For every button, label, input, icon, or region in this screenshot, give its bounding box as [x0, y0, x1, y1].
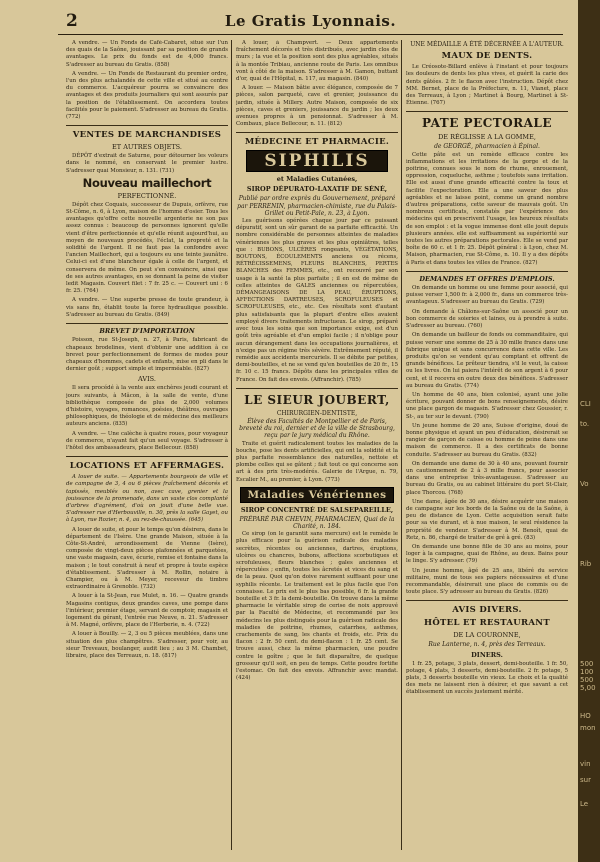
edge-fragment: mon — [580, 724, 596, 732]
section-subheading: ET AUTRES OBJETS. — [112, 143, 182, 152]
divider — [66, 125, 228, 126]
classified-ad: 1 fr. 25, potage, 3 plats, dessert, demi-bouteille. 1 fr. 50, potage, 4 plats, 3 desserts, demi-bouteille. 2 fr. potage, 5 plats, 3 desserts bouteille vin vieux. Le choix et la qualité des mets ne laissent rien à désirer, et que savant a cet établissement un succès justement mérité. — [406, 660, 568, 696]
ad-heading: PATE PECTORALE — [421, 116, 553, 131]
section-heading: MÉDECINE ET PHARMACIE. — [244, 137, 390, 148]
classified-ad: A louer de suite. — Appartements bourgeois de ville et de campagne de 3, 4 ou 6 pièces fraîchement décorés et tapissés, meublés ou non, avec cave, grenier et la jouissance de la promenade, dans un vaste clos complanté d'arbres d'agrément, d'où on jouit d'une belle vue. S'adresser rue d'Herbouville, n. 30, près la salle Gayet, ou à Lyon, rue Rozier, n. 4, au rez-de-chaussée. (645) — [66, 474, 228, 524]
classified-ad: A louer à Bouilly. — 2, 3 ou 5 pièces meublées, dans une situation des plus champêtres. S'adresser, pour voir, au sieur Treveaux, boulanger, audit lieu ; au 3 M. Chambet, libraire, place des Terreaux, n. 18. (817) — [66, 631, 228, 660]
ad-subheading: PERFECTIONNÉ. — [117, 191, 177, 200]
edge-fragment: CLI — [580, 400, 591, 408]
classified-ad: Traite et guérit radicalement toutes les maladies de la bouche, pose les dents artificielles, qui ont la solidité et la plus parfaite ressemblance des naturelles, nettoie et plombe celles qui se gâtent ; fait tout ce qui concerne son art à des prix très-modérés. Galerie de l'Argue, n. 79, Escalier M., au premier, à Lyon. (773) — [236, 440, 398, 483]
ad-heading: SIROP DÉPURATO-LAXATIF DE SÉNÉ, — [246, 185, 388, 194]
classified-ad: Un jeune homme, âgé de 25 ans, libéré du service militaire, muni de tous ses papiers nécessaires et d'une recommandable, désirerait une place de commis ou de toute place. S'y adresser au bureau du Gratis. (826) — [406, 567, 568, 596]
classified-ad: A vendre. — Une calèche à quatre roues, pour voyageur de commerce, n'ayant fait qu'un seul voyage. S'adresser à l'hôtel des ambassadeurs, place Bellecour. (858) — [66, 430, 228, 451]
edge-fragment: 100 — [580, 668, 594, 676]
edge-fragment: sur — [580, 776, 591, 784]
edge-fragment: 500 — [580, 676, 594, 684]
column-1 — [66, 40, 228, 850]
page-number: 2 — [66, 11, 78, 31]
classified-ad: Cette pâte est un remède efficace contre les inflammations et les irritations de la gorge et de la poitrine, connues sous le nom de rhume, enrouement, oppression, coqueluche, asthme ; toutefois sans irritation. Elle est aussi d'une grande efficacité contre la toux et facilite l'expectoration. Elle a une saveur des plus agréables et ne laisse point, comme un grand nombre d'autres préparations, cette saveur de mauvais goût. Un nombreux certificats, constatés par l'expérience des médecins qui en prescrivent l'usage, les heureux résultats de son emploi : et la vogue immense dont elle jouit depuis plusieurs années. elle est suffisamment sa supériorité sur toutes les autres préparations pectorales. Elle se vend par boîte de 60 c. et 1 fr. 25. Dépôt général : à Lyon, chez M. Maison, pharmacien, rue St-Côme, n. 10. Il y a des dépôts à Paris et dans toutes les villes de France. (827) — [406, 151, 568, 266]
classified-ad: Il sera procédé à la vente aux enchères jeudi courant et jours suivants, à Mâcon, à la salle de vente, d'une bibliothèque composée de plus de 2,000 volumes d'histoire, voyages, romances, poésies, théâtres, ouvrages philosophiques, de théologie et de médecine des meilleurs auteurs anciens. (835) — [66, 385, 228, 428]
ad-heading: MAUX DE DENTS. — [441, 51, 533, 62]
ad-subheading: Élève des Facultés de Montpellier et de Paris, breveté du roi, dernier et de la ville de Strasbourg, reçu par le jury médical du Rhône. — [239, 417, 395, 440]
divider — [236, 132, 398, 133]
edge-fragment: HO — [580, 712, 591, 720]
section-heading: BREVET D'IMPORTATION — [99, 327, 195, 336]
ad-heading: SIROP CONCENTRÉ DE SALSEPAREILLE, — [240, 505, 394, 514]
classified-ad: Un jeune homme de 20 ans, Suisse d'origine, doué de bonne physique et ayant un peu d'éducation, désirerait se rangier de garçon de caisse ou homme de peine dans une maison de commerce. Il a des certificats de bonne conduite. S'adresser au bureau du Gratis. (832) — [406, 422, 568, 458]
ad-subheading: CHIRURGIEN-DENTISTE, — [276, 409, 358, 417]
adjacent-page-edge — [578, 0, 600, 862]
classified-ad: Une dame, âgée de 30 ans, désire acquérir une maison de campagne sur les bords de la Saône ou de la Saône, à peu de distance de Lyon. Cette acquisition serait faite pour sa vie durant, et à nue maison, le seul résidence la propriété de vendeur. S'adresser à M. Benoît, quai de Retz, n. 86, chargé de traiter de gré à gré. (83) — [406, 498, 568, 541]
classified-ad: A vendre. — Une superbe presse de toute grandeur, à vis sans fin, établit toute la force hydraulique possible. S'adresser au bureau du Gratis. (849) — [66, 297, 228, 318]
section-heading: AVIS DIVERS. — [452, 605, 522, 616]
ad-subheading: Publié par ordre exprès du Gouvernement, préparé par PERRENIN, pharmacien-chimiste, rue du Palais-Grillet ou Petit-Pale, n. 23, à Lyon. — [237, 195, 397, 217]
maladies-banner: Maladies Vénériennes — [240, 487, 394, 503]
ad-subheading: PRÉPARÉ PAR CHEVIN, PHARMACIEN, Quai de la Charité, n. 184. — [239, 515, 395, 530]
edge-fragment: Vo — [580, 480, 589, 488]
section-heading: LOCATIONS ET AFFERMAGES. — [69, 461, 225, 472]
edge-fragment: vin — [580, 760, 591, 768]
edge-fragment: 500 — [580, 660, 594, 668]
classified-ad: On demande un bailleur de fonds ou commanditaire, qui puisse verser une somme de 25 à 30 mille francs dans une fabrique unique et sans concurrence dans cette ville. Les produits qu'on se vendent qu'au comptant et offrent de grands bénéfices. Le prêteur tiendra, s'il le veut, la caisse ou les livres. On lui paiera l'intérêt de son argent à 6 pour cent, et il recevra en outre deux des bénéfices. S'adresser au bureau du Gratis. (774) — [406, 332, 568, 389]
edge-fragment: to. — [580, 420, 590, 428]
classified-ad: DÉPÔT d'extrait de Saturne, pour détourner les voleurs dans le nommé, en conservant le premier lustre. S'adresser quai Monsieur, n. 131. (731) — [66, 153, 228, 174]
ad-subheading: DE LA COURONNE, — [453, 631, 521, 640]
column-rule — [401, 40, 402, 850]
classified-ad: On demande une dame de 30 à 40 ans, pouvant fournir un cautionnement de 2 à 3 mille francs, pour associer dans une entreprise très-avantageuse. S'adresser au bureau du Gratis, ou au cabinet littéraire du port St-Clair, place Thorcou. (768) — [406, 460, 568, 496]
banner-subtitle: et Maladies Cutanées, — [276, 175, 358, 184]
classified-ad: A louer. — Maison bâtie avec élégance, composée de 7 pièces, salon parqueté, cave et grenier, jouissance du jardin, située à Millery. Autre Maison, composée de six pièces, caves et greniers, jouissance du jardin ; les deux avenues propres à un pensionnat. S'adresser à M. Combaux, place Bellecour, n. 11. (812) — [236, 85, 398, 128]
divider — [406, 111, 568, 112]
ad-heading: LE SIEUR JOUBERT, — [244, 392, 390, 407]
divider — [66, 456, 228, 457]
classified-ad: Poisson, rue St-Joseph, n. 27, à Paris, fabricant de chapeaux brodelines, vient d'obtenir une addition à ce brevet pour perfectionnement de formes de modes pour chapeaux d'hommes, cadets et enfants, mise en pli dans le dernier goût ; support simple et imperméable. (827) — [66, 337, 228, 373]
classified-ad: Ce sirop (on le garantit sans mercure) est le remède le plus efficace pour la guérison radicale des maladies secrètes, récentes ou anciennes, dartres, éruptions, ulcères ou chancres, bubons, affections scorbutiques et scrofuleuses, fleurs blanches ; gales anciennes et répercutées ; enfin, toutes les âcretés et vices du sang et de la peau. Quoi qu'on doive rarement suffisant pour une syphilis récente. Le traitement est le plus facile que l'on connaisse. Le prix est le plus bas possible, 6 fr. la grande bouteille et 3 fr. la demi-bouteille. On trouve dans la même pharmacie le véritable sirop de cerise de noix approuvé par la Faculté de Médecine, et recommandé par les médecins les plus distingués pour la guérison radicale des maladies de poitrine, rhumes, catarrhes, asthmes, crachements de sang, les chants et froids, etc. Prix du flacon : 2 fr. 50 cent. du demi-flacon : 1 fr. 25 cent. Se trouve aussi, chez la même pharmacien, une poudre contre le goître ; que le fait disparaître, de quelque grosseur qu'il soit, en peu de temps. Cette poudre fortifie l'estomac. On fait des envois. Affranchir avec mandat. (424) — [236, 531, 398, 682]
classified-ad: Le Créosote-Billard enlève à l'instant et pour toujours les douleurs de dents les plus vives, et guérit la carie des dents gâtées. 2 fr. le flacon avec l'instruction. Dépôt chez MM. Bernet, place de la Préfecture, n. 11, Vianet, place des Terreaux, à Lyon ; Martinet à Bourg, Martinet à St-Étienne. (767) — [406, 64, 568, 107]
edge-fragment: Le — [580, 800, 589, 808]
edge-fragment: 5,00 — [580, 684, 596, 692]
edge-fragment: Rib — [580, 560, 592, 568]
section-heading: AVIS. — [138, 375, 156, 384]
classified-ad: A vendre. — Un Fonds de Restaurant du premier ordre, l'un des plus achalandés de cette ville et situé au centre du commerce. L'acquéreur pourra se convaincre des avantages et des produits journaliers qui sont assurés par la position de l'établissement. On accordera toutes facilités pour le paiement. S'adresser au bureau du Gratis. (772) — [66, 70, 228, 121]
newspaper-title: Le Gratis Lyonnais. — [224, 12, 397, 30]
column-3 — [406, 40, 568, 850]
section-heading: VENTES DE MARCHANDISES — [72, 130, 222, 141]
classified-ad: A louer de suite, et pour le temps qu'on désirera, dans le département de l'Isère. Une grande Maison, située à la Côte-St-André, arrondissement de Vienne (Isère), composée de vingt-deux pièces plafonnées et parquetées, une vaste magasin, cave, écurie, remise et fontaine dans la maison ; le tout construit à neuf et propre à toute espèce d'établissement. S'adresser à M. Rollin, notaire à Champier, ou à M. Meyer, receveur du timbre extraordinaire à Grenoble. (732) — [66, 526, 228, 591]
medal-notice: UNE MÉDAILLE A ÉTÉ DÉCERNÉE A L'AUTEUR. — [410, 41, 564, 48]
divider — [406, 271, 568, 272]
classified-ad: A louer, à Champvert. — Deux appartements fraîchement décorés et très distribués, avec jardin clos de murs ; la vue et la position sont des plus agréables, situés à la montée Tribiau, ancienne route de Paris. Les omnibus vont à côté de la maison. S'adresser à M. Gamon, buttant d'or, quai de l'Hôpital, n. 117, au magasin. (840) — [236, 40, 398, 83]
ad-subheading: DINERS. — [471, 650, 503, 659]
classified-ad: Dépôt chez Coquais, successeur de Dupuis, orfèvre, rue St-Côme, n. 6, à Lyon, maison de l'homme d'osier. Tous les avantages qu'offre cette nouvelle argenterie ne son pas assez connus : beaucoup de personnes ignorent qu'elle vient d'être perfectionnée et qu'elle réunit aujourd'hui, au moyen de nouveaux procédés, l'éclat, la propreté et la solidité de l'argent. Il ne faut pas la confondre avec l'ancien Maillechort, qui a toujours eu une teinte jaunâtre. Celui-ci est d'une blancheur égale à celle de l'argent, et conservera de même. On peut s'en convaincre, ainsi que de ses autres avantages, en se donnant la peine de visiter ledit Magasin. Couvert filet : 7 fr. 25 c. — Couvert uni : 6 fr. 25. (764) — [66, 201, 228, 295]
ad-heading: HÔTEL ET RESTAURANT — [424, 618, 550, 629]
classified-ad: On demande une bonne fille de 30 ans au moins, pour loger à la campagne, quai de Rhône, au deux. Bains pour le linge. S'y adresser. (79) — [406, 543, 568, 565]
divider — [406, 600, 568, 601]
ad-subheading: de GEORGÉ, pharmacien à Épinal. — [434, 143, 540, 151]
column-rule — [231, 40, 232, 850]
classified-ad: On demande un homme ou une femme pour associé, qui puisse verser 1,500 fr. à 2,000 fr., dans un commerce très-avantageux. S'adresser au bureau du Gratis. (729) — [406, 285, 568, 306]
siphilis-banner: SIPHILIS — [246, 150, 388, 172]
divider — [66, 323, 228, 324]
ad-subheading: DE RÉGLISSE A LA GOMME, — [438, 133, 536, 142]
column-2 — [236, 40, 398, 850]
ad-address: Rue Lanterne, n. 4, près des Terreaux. — [428, 641, 546, 649]
ad-heading: Nouveau maillechort — [82, 175, 212, 190]
classified-ad: Les guérisons opérées chaque jour par ce puissant dépuratif, sont un sûr garant de sa parfaite efficacité. Un nombre considérable de personnes atteintes de maladies vénériennes les plus graves et les plus opiniâtres, telles que : BUBONS, ULCÈRES rongeants, VÉGÉTATIONS, BOUTONS, ÉCOULEMENTS anciens ou récens, RÉTRÉCISSEMENS, FLEURS BLANCHES, PERTES BLANCHES des FEMMES, etc., ont recouvré par son usage à la santé la plus parfaite ; il en est de même de celles atteintes de GALES anciennes ou répercutées, DÉMANGEAISONS DE LA PEAU, ÉRUPTIONS, AFFECTIONS DARTREUSES, SCROFULEUSES et SCROFULEUSES, etc., etc. Ces résultats sont d'autant plus satisfaisants que la plupart d'entre elles avaient employé divers traitements infructueux. Le sirop, préparé avec tous les soins que son importance exige, est d'un goût très agréable et d'un emploi facile ; il n'oblige pour aucun dérangement dans les occupations journalières, et n'exige pas un régime très sévère. Extrêmement réputé, il remédie aux accidents mercuriels. Il se débite par petites, demi-bouteilles, et ne se vend qu'en bouteilles de 20 fr., 15 fr. 10 c. 15 francs. Dépôts dans les principales villes de France. On fait des envois. (Affranchir). (785) — [236, 218, 398, 383]
divider — [236, 388, 398, 389]
page-header — [58, 8, 563, 35]
classified-ad: A vendre. — Un Fonds de Café-Cabaret, situé sur l'un des quais de la Saône, jouissant par sa position de grands avantages. Le prix du fonds est de 4,000 francs. S'adresser au bureau du Gratis. (858) — [66, 40, 228, 68]
classified-ad: Un homme de 40 ans, bien colonisé, ayant une jolie écriture, pouvant donner de bons renseignements, désire une place gargon de magasin. S'adresser chez Goussier, r. St-, au ter sur le devant. (790) — [406, 391, 568, 420]
classified-ad: On demande à Châlons-sur-Saône un associé pour un bon commerce de soieries et laines, ou à prendre à suite. S'adresser au bureau. (760) — [406, 308, 568, 330]
section-heading: DEMANDES ET OFFRES D'EMPLOIS. — [419, 274, 555, 283]
classified-ad: A louer à la St-Jean, rue Mulet, n. 16. — Quatre grands Magasins contigus, deux grandes caves, une pompe dans l'intérieur, premier étage, servant de comptoir, magasin et logement du gérant, l'entrée rue Neuve, n. 21. S'adresser à M. Magné, orfèvre, place de l'Herberie, n. 4. (722) — [66, 593, 228, 629]
